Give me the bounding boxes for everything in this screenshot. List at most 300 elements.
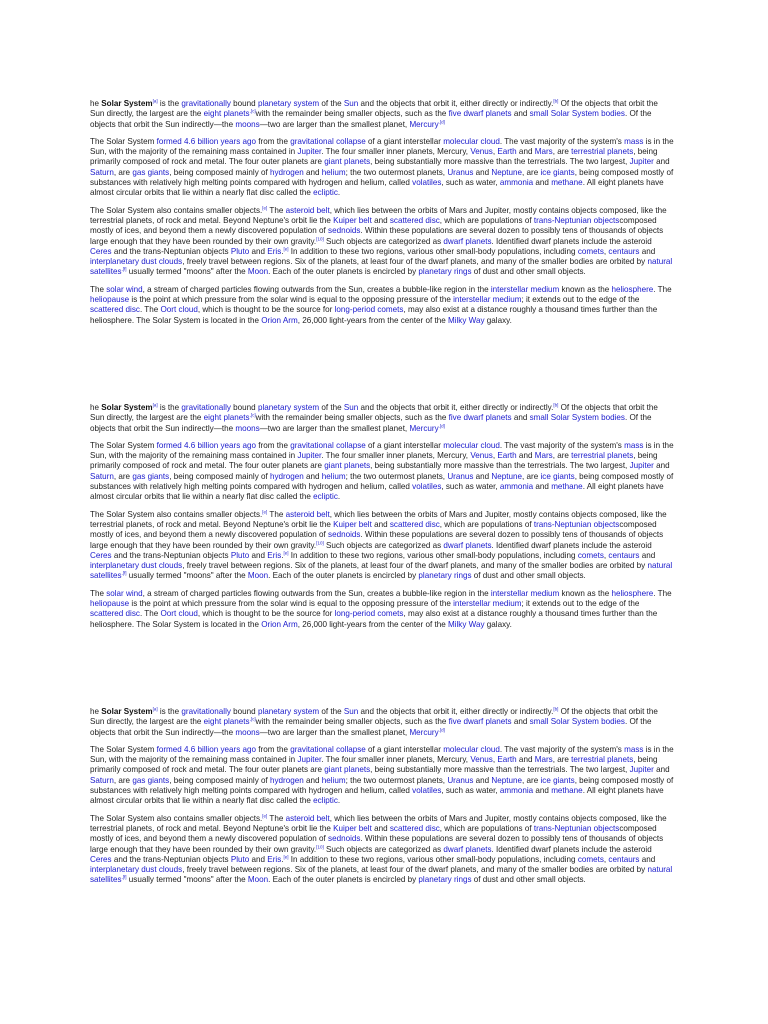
wiki-link[interactable]: Orion Arm xyxy=(261,315,298,325)
text-run: . The four smaller inner planets, Mercury, xyxy=(321,755,471,765)
wiki-link[interactable]: Kuiper belt xyxy=(333,823,372,833)
reference-link[interactable]: ,[f] xyxy=(121,570,127,576)
paragraph-formation xyxy=(90,745,674,807)
text-run: with the remainder being smaller objects, such as the xyxy=(255,413,449,423)
text-run: is the point at which pressure from the solar wind is equal to the opposing pressure of the xyxy=(129,599,454,609)
wiki-link[interactable]: Sun xyxy=(343,403,359,412)
wiki-link[interactable]: Mars xyxy=(534,147,553,157)
wiki-link[interactable]: Mercury xyxy=(409,423,439,433)
text-run: , xyxy=(603,550,609,560)
text-run: , are xyxy=(552,147,572,157)
paragraph-small-objects xyxy=(90,206,674,278)
wiki-link[interactable]: Moon xyxy=(247,875,269,885)
wiki-link[interactable]: Jupiter xyxy=(629,461,654,471)
wiki-link[interactable]: Uranus xyxy=(447,167,474,177)
wiki-link[interactable]: methane xyxy=(551,482,583,492)
wiki-link[interactable]: natural satellites xyxy=(90,865,673,885)
text-run: , are xyxy=(522,471,541,481)
article-copy-2 xyxy=(90,403,674,637)
wiki-link[interactable]: dwarf planets xyxy=(443,540,492,550)
wiki-link[interactable]: hydrogen xyxy=(270,775,304,785)
wiki-link[interactable]: trans-Neptunian objects xyxy=(533,823,620,833)
reference-link[interactable]: [10] xyxy=(316,235,324,241)
text-run: and xyxy=(639,854,656,864)
wiki-link[interactable]: molecular cloud xyxy=(443,744,500,754)
article-copy-3 xyxy=(90,707,674,893)
wiki-link[interactable]: planetary rings xyxy=(418,267,472,277)
wiki-link[interactable]: mass xyxy=(624,136,644,146)
text-run: of dust and other small objects. xyxy=(471,875,586,885)
text-run: , being substantially more massive than the terrestrials. The two largest, xyxy=(370,157,630,167)
text-run: The Solar System xyxy=(90,136,157,146)
wiki-link[interactable]: Milky Way xyxy=(447,619,485,629)
wiki-link[interactable]: Oort cloud xyxy=(160,305,198,315)
bold-term: Solar System xyxy=(101,99,153,108)
text-run: is in the Sun, with the majority of the remaining mass contained in xyxy=(90,440,674,461)
text-run: . Within these populations are several dozen to possibly tens of thousands of objects large enough that they have been rounded by their own gravity. xyxy=(90,530,664,550)
wiki-link[interactable]: dwarf planets xyxy=(443,844,492,854)
wiki-link[interactable]: heliosphere xyxy=(611,284,654,294)
wiki-link[interactable]: moons xyxy=(235,119,260,129)
text-run: and xyxy=(653,461,670,471)
wiki-link[interactable]: gravitational collapse xyxy=(290,744,366,754)
wiki-link[interactable]: asteroid belt xyxy=(285,509,330,519)
text-run: The xyxy=(90,588,107,598)
wiki-link[interactable]: interstellar medium xyxy=(490,588,560,598)
reference-link[interactable]: [b] xyxy=(553,402,559,408)
text-run: and xyxy=(371,519,390,529)
text-run: and xyxy=(473,775,492,785)
wiki-link[interactable]: Eris xyxy=(267,854,282,864)
text-run: and the objects that orbit it, either directly or indirectly. xyxy=(358,403,554,412)
text-run: , being composed mainly of xyxy=(169,167,270,177)
reference-link[interactable]: ,[f] xyxy=(121,266,127,272)
wiki-link[interactable]: long-period comets xyxy=(334,305,404,315)
text-run: . The four smaller inner planets, Mercury, xyxy=(321,147,471,157)
wiki-link[interactable]: ecliptic xyxy=(313,492,338,502)
wiki-link[interactable]: comets xyxy=(577,854,604,864)
text-run: . Of the objects that orbit the Sun indirectly—the xyxy=(90,109,652,129)
text-run: , which are populations of xyxy=(439,215,534,225)
wiki-link[interactable]: scattered disc xyxy=(389,215,440,225)
wiki-link[interactable]: Ceres xyxy=(90,246,112,256)
wiki-link[interactable]: formed 4.6 billion years ago xyxy=(156,744,257,754)
wiki-link[interactable]: Mars xyxy=(534,451,553,461)
text-run: Of the objects that orbit the Sun directly, the largest are the xyxy=(90,99,658,119)
text-run: and the trans-Neptunian objects xyxy=(111,550,231,560)
wiki-link[interactable]: interplanetary dust clouds xyxy=(90,257,183,267)
wiki-link[interactable]: helium xyxy=(321,471,346,481)
wiki-link[interactable]: Jupiter xyxy=(297,147,322,157)
reference-link[interactable]: [10] xyxy=(316,539,324,545)
wiki-link[interactable]: centaurs xyxy=(608,550,640,560)
reference-link[interactable]: .[d] xyxy=(438,118,445,124)
wiki-link[interactable]: helium xyxy=(321,775,346,785)
text-run: . Identified dwarf planets include the asteroid xyxy=(491,540,652,550)
text-run: , freely travel between regions. Six of the planets, at least four of the dwarf planets, and many of the smaller bodies are orbited by xyxy=(182,865,648,875)
text-run: and xyxy=(249,854,268,864)
wiki-link[interactable]: giant planets xyxy=(324,765,371,775)
text-run: ; the two outermost planets, xyxy=(345,775,448,785)
text-run: Of the objects that orbit the Sun directly, the largest are the xyxy=(90,707,658,727)
reference-link[interactable]: [e] xyxy=(283,246,289,252)
wiki-link[interactable]: Saturn xyxy=(90,471,114,481)
wiki-link[interactable]: formed 4.6 billion years ago xyxy=(156,440,257,450)
wiki-link[interactable]: Orion Arm xyxy=(261,619,298,629)
text-run: and xyxy=(639,246,656,256)
paragraph-heliosphere xyxy=(90,285,674,326)
text-run: The xyxy=(267,509,286,519)
text-run: , which are populations of xyxy=(439,823,534,833)
text-run: , which lies between the orbits of Mars and Jupiter, mostly contains objects composed, like the terrestrial planets, of rock and metal. Beyond Neptune's orbit lie the xyxy=(90,813,667,833)
wiki-link[interactable]: Jupiter xyxy=(297,755,322,765)
text-run: and xyxy=(303,775,322,785)
wiki-link[interactable]: sednoids xyxy=(328,226,361,236)
wiki-link[interactable]: interstellar medium xyxy=(453,295,522,305)
wiki-link[interactable]: comets xyxy=(577,246,604,256)
wiki-link[interactable]: interstellar medium xyxy=(490,284,560,294)
reference-link[interactable]: [a] xyxy=(152,98,158,104)
wiki-link[interactable]: interplanetary dust clouds xyxy=(90,865,183,875)
wiki-link[interactable]: ice giants xyxy=(540,167,575,177)
wiki-link[interactable]: helium xyxy=(321,167,346,177)
text-run: is the xyxy=(157,99,182,108)
text-run: and xyxy=(653,765,670,775)
wiki-link[interactable]: Moon xyxy=(247,267,269,277)
reference-link[interactable]: ,[f] xyxy=(121,874,127,880)
text-run: and xyxy=(511,413,530,423)
wiki-link[interactable]: trans-Neptunian objects xyxy=(533,519,620,529)
text-run: , freely travel between regions. Six of the planets, at least four of the dwarf planets, and many of the smaller bodies are orbited by xyxy=(182,257,648,267)
wiki-link[interactable]: planetary system xyxy=(257,99,320,108)
wiki-link[interactable]: Jupiter xyxy=(297,451,322,461)
wiki-link[interactable]: Venus xyxy=(470,755,493,765)
text-run: and xyxy=(653,157,670,167)
wiki-link[interactable]: ammonia xyxy=(499,482,534,492)
reference-link[interactable]: ,[c] xyxy=(249,108,256,114)
wiki-link[interactable]: volatiles xyxy=(412,178,442,188)
text-run: bound xyxy=(230,403,258,412)
wiki-link[interactable]: ecliptic xyxy=(313,796,338,806)
text-run: , xyxy=(492,147,498,157)
wiki-link[interactable]: terrestrial planets xyxy=(571,755,634,765)
text-run: composed mostly of ices, and beyond them a newly discovered population of xyxy=(90,519,657,540)
reference-link[interactable]: [b] xyxy=(553,706,559,712)
wiki-link[interactable]: gas giants xyxy=(132,167,170,177)
text-run: of the xyxy=(319,99,344,108)
wiki-link[interactable]: Earth xyxy=(497,147,517,157)
text-run: , 26,000 light-years from the center of the xyxy=(297,315,448,325)
text-run: The xyxy=(90,284,107,294)
text-run: galaxy. xyxy=(484,619,512,629)
paragraph-intro xyxy=(90,99,674,130)
wiki-link[interactable]: Jupiter xyxy=(629,765,654,775)
text-run: , which lies between the orbits of Mars and Jupiter, mostly contains objects composed, like the terrestrial planets, of rock and metal. Beyond Neptune's orbit lie the xyxy=(90,205,667,225)
wiki-link[interactable]: long-period comets xyxy=(334,609,404,619)
wiki-link[interactable]: asteroid belt xyxy=(285,813,330,823)
reference-link[interactable]: [b] xyxy=(553,98,559,104)
wiki-link[interactable]: interstellar medium xyxy=(453,599,522,609)
text-run: . The vast majority of the system's xyxy=(499,136,625,146)
text-run: , may also exist at a distance roughly a thousand times further than the heliosphere. The Solar System is located in the xyxy=(90,609,658,629)
wiki-link[interactable]: sednoids xyxy=(328,530,361,540)
wiki-link[interactable]: Uranus xyxy=(447,775,474,785)
wiki-link[interactable]: small Solar System bodies xyxy=(529,413,625,423)
text-run: The xyxy=(267,813,286,823)
wiki-link[interactable]: Mercury xyxy=(409,727,439,737)
wiki-link[interactable]: moons xyxy=(235,727,260,737)
reference-link[interactable]: [e] xyxy=(283,854,289,860)
reference-link[interactable]: [e] xyxy=(262,508,268,514)
wiki-link[interactable]: gravitationally xyxy=(181,707,231,716)
text-run: and xyxy=(371,823,390,833)
wiki-link[interactable]: Earth xyxy=(497,451,517,461)
wiki-link[interactable]: Saturn xyxy=(90,775,114,785)
paragraph-small-objects xyxy=(90,510,674,582)
text-run: , are xyxy=(113,471,133,481)
text-run: . xyxy=(281,854,284,864)
wiki-link[interactable]: sednoids xyxy=(328,834,361,844)
wiki-link[interactable]: natural satellites xyxy=(90,257,673,277)
text-run: and xyxy=(511,109,530,119)
wiki-link[interactable]: Ceres xyxy=(90,854,112,864)
bold-term: Solar System xyxy=(101,707,153,716)
wiki-link[interactable]: trans-Neptunian objects xyxy=(533,215,620,225)
wiki-link[interactable]: Moon xyxy=(247,571,269,581)
reference-link[interactable]: [10] xyxy=(316,843,324,849)
wiki-link[interactable]: hydrogen xyxy=(270,471,304,481)
wiki-link[interactable]: Neptune xyxy=(491,775,523,785)
text-run: , 26,000 light-years from the center of the xyxy=(297,619,448,629)
wiki-link[interactable]: gravitational collapse xyxy=(290,136,366,146)
wiki-link[interactable]: ammonia xyxy=(499,786,534,796)
text-run: composed mostly of ices, and beyond them a newly discovered population of xyxy=(90,215,657,236)
text-run: , are xyxy=(552,755,572,765)
wiki-link[interactable]: planetary system xyxy=(257,707,320,716)
wiki-link[interactable]: eight planets xyxy=(203,413,250,423)
wiki-link[interactable]: scattered disc xyxy=(90,609,140,619)
text-run: and xyxy=(516,755,535,765)
wiki-link[interactable]: scattered disc xyxy=(90,305,140,315)
reference-link[interactable]: [a] xyxy=(152,706,158,712)
wiki-link[interactable]: Neptune xyxy=(491,471,523,481)
wiki-link[interactable]: eight planets xyxy=(203,109,250,119)
wiki-link[interactable]: Ceres xyxy=(90,550,112,560)
wiki-link[interactable]: comets xyxy=(577,550,604,560)
text-run: he xyxy=(90,99,102,108)
wiki-link[interactable]: Pluto xyxy=(230,550,250,560)
wiki-link[interactable]: natural satellites xyxy=(90,561,673,581)
text-run: The Solar System xyxy=(90,440,157,450)
text-run: , being primarily composed of rock and metal. The four outer planets are xyxy=(90,147,658,167)
wiki-link[interactable]: Earth xyxy=(497,755,517,765)
wiki-link[interactable]: ecliptic xyxy=(313,188,338,198)
wiki-link[interactable]: formed 4.6 billion years ago xyxy=(156,136,257,146)
bold-term: Solar System xyxy=(101,403,153,412)
text-run: . Each of the outer planets is encircled by xyxy=(268,267,419,277)
wiki-link[interactable]: mass xyxy=(624,744,644,754)
text-run: , such as water, xyxy=(441,786,500,796)
wiki-link[interactable]: hydrogen xyxy=(270,167,304,177)
text-run: , xyxy=(603,246,609,256)
wiki-link[interactable]: Eris xyxy=(267,246,282,256)
wiki-link[interactable]: five dwarf planets xyxy=(448,717,512,727)
text-run: of dust and other small objects. xyxy=(471,267,586,277)
wiki-link[interactable]: centaurs xyxy=(608,246,640,256)
text-run: and the trans-Neptunian objects xyxy=(111,246,231,256)
text-run: , xyxy=(492,451,498,461)
reference-link[interactable]: [e] xyxy=(262,204,268,210)
wiki-link[interactable]: volatiles xyxy=(412,482,442,492)
reference-link[interactable]: [a] xyxy=(152,402,158,408)
wiki-link[interactable]: gravitationally xyxy=(181,403,231,412)
wiki-link[interactable]: solar wind xyxy=(106,284,143,294)
wiki-link[interactable]: Saturn xyxy=(90,167,114,177)
wiki-link[interactable]: heliopause xyxy=(90,295,130,305)
wiki-link[interactable]: ice giants xyxy=(540,775,575,785)
text-run: . Each of the outer planets is encircled by xyxy=(268,571,419,581)
wiki-link[interactable]: solar wind xyxy=(106,588,143,598)
wiki-link[interactable]: mass xyxy=(624,440,644,450)
text-run: of dust and other small objects. xyxy=(471,571,586,581)
wiki-link[interactable]: Oort cloud xyxy=(160,609,198,619)
text-run: . Of the objects that orbit the Sun indirectly—the xyxy=(90,413,652,433)
wiki-link[interactable]: Kuiper belt xyxy=(333,215,372,225)
text-run: . Identified dwarf planets include the asteroid xyxy=(491,844,652,854)
reference-link[interactable]: [e] xyxy=(283,550,289,556)
wiki-link[interactable]: Venus xyxy=(470,451,493,461)
text-run: from the xyxy=(256,744,291,754)
wiki-link[interactable]: gas giants xyxy=(132,775,170,785)
wiki-link[interactable]: Sun xyxy=(343,99,359,108)
text-run: . xyxy=(337,796,341,806)
text-run: , xyxy=(603,854,609,864)
text-run: ; the two outermost planets, xyxy=(345,471,448,481)
reference-link[interactable]: .[d] xyxy=(438,422,445,428)
wiki-link[interactable]: molecular cloud xyxy=(443,440,500,450)
wiki-link[interactable]: Jupiter xyxy=(629,157,654,167)
wiki-link[interactable]: Mercury xyxy=(409,119,439,129)
reference-link[interactable]: [e] xyxy=(262,812,268,818)
text-run: , may also exist at a distance roughly a thousand times further than the heliosphere. The Solar System is located in the xyxy=(90,305,658,325)
text-run: and xyxy=(516,147,535,157)
text-run: . Of the objects that orbit the Sun indirectly—the xyxy=(90,717,652,737)
text-run: , a stream of charged particles flowing outwards from the Sun, creates a bubble-like region in the xyxy=(142,588,491,598)
reference-link[interactable]: ,[c] xyxy=(249,716,256,722)
text-run: usually termed "moons" after the xyxy=(126,875,248,885)
text-run: The xyxy=(267,205,286,215)
wiki-link[interactable]: moons xyxy=(235,423,260,433)
text-run: ; the two outermost planets, xyxy=(345,167,448,177)
paragraph-small-objects xyxy=(90,814,674,886)
wiki-link[interactable]: ammonia xyxy=(499,178,534,188)
text-run: . All eight planets have almost circular orbits that lie within a nearly flat disc called the xyxy=(90,178,664,198)
text-run: , being composed mostly of substances with relatively high melting points compared with hydrogen and helium, called xyxy=(90,167,674,188)
wiki-link[interactable]: asteroid belt xyxy=(285,205,330,215)
wiki-link[interactable]: terrestrial planets xyxy=(571,147,634,157)
wiki-link[interactable]: planetary system xyxy=(257,403,320,412)
paragraph-intro xyxy=(90,403,674,434)
wiki-link[interactable]: gravitationally xyxy=(181,99,231,108)
text-run: from the xyxy=(256,136,291,146)
text-run: usually termed "moons" after the xyxy=(126,571,248,581)
text-run: , being composed mainly of xyxy=(169,775,270,785)
wiki-link[interactable]: planetary rings xyxy=(418,571,472,581)
wiki-link[interactable]: scattered disc xyxy=(389,519,440,529)
wiki-link[interactable]: Pluto xyxy=(230,246,250,256)
wiki-link[interactable]: scattered disc xyxy=(389,823,440,833)
wiki-link[interactable]: planetary rings xyxy=(418,875,472,885)
wiki-link[interactable]: heliosphere xyxy=(611,588,654,598)
wiki-link[interactable]: five dwarf planets xyxy=(448,109,512,119)
text-run: , which lies between the orbits of Mars and Jupiter, mostly contains objects composed, like the terrestrial planets, of rock and metal. Beyond Neptune's orbit lie the xyxy=(90,509,667,529)
wiki-link[interactable]: five dwarf planets xyxy=(448,413,512,423)
wiki-link[interactable]: Venus xyxy=(470,147,493,157)
wiki-link[interactable]: Sun xyxy=(343,707,359,716)
text-run: Such objects are categorized as xyxy=(323,236,444,246)
wiki-link[interactable]: terrestrial planets xyxy=(571,451,634,461)
wiki-link[interactable]: methane xyxy=(551,786,583,796)
wiki-link[interactable]: volatiles xyxy=(412,786,442,796)
wiki-link[interactable]: Uranus xyxy=(447,471,474,481)
wiki-link[interactable]: dwarf planets xyxy=(443,236,492,246)
wiki-link[interactable]: Milky Way xyxy=(447,315,485,325)
wiki-link[interactable]: ice giants xyxy=(540,471,575,481)
text-run: ; it extends out to the edge of the xyxy=(521,295,640,305)
text-run: , being substantially more massive than the terrestrials. The two largest, xyxy=(370,765,630,775)
wiki-link[interactable]: Mars xyxy=(534,755,553,765)
reference-link[interactable]: .[d] xyxy=(438,726,445,732)
wiki-link[interactable]: Pluto xyxy=(230,854,250,864)
wiki-link[interactable]: gas giants xyxy=(132,471,170,481)
reference-link[interactable]: ,[c] xyxy=(249,412,256,418)
wiki-link[interactable]: eight planets xyxy=(203,717,250,727)
wiki-link[interactable]: heliopause xyxy=(90,599,130,609)
text-run: . The xyxy=(653,284,672,294)
wiki-link[interactable]: small Solar System bodies xyxy=(529,109,625,119)
text-run: and xyxy=(473,471,492,481)
text-run: and xyxy=(371,215,390,225)
text-run: from the xyxy=(256,440,291,450)
text-run: . xyxy=(281,246,284,256)
text-run: , which is thought to be the source for xyxy=(197,609,335,619)
text-run: . All eight planets have almost circular orbits that lie within a nearly flat disc called the xyxy=(90,482,664,502)
wiki-link[interactable]: Eris xyxy=(267,550,282,560)
text-run: , are xyxy=(113,167,133,177)
text-run: bound xyxy=(230,99,258,108)
text-run: and xyxy=(533,482,552,492)
wiki-link[interactable]: interplanetary dust clouds xyxy=(90,561,183,571)
text-run: , such as water, xyxy=(441,178,500,188)
text-run: of the xyxy=(319,707,344,716)
text-run: . Identified dwarf planets include the asteroid xyxy=(491,236,652,246)
text-run: . The four smaller inner planets, Mercury, xyxy=(321,451,471,461)
wiki-link[interactable]: small Solar System bodies xyxy=(529,717,625,727)
wiki-link[interactable]: gravitational collapse xyxy=(290,440,366,450)
wiki-link[interactable]: giant planets xyxy=(324,461,371,471)
wiki-link[interactable]: Neptune xyxy=(491,167,523,177)
text-run: and xyxy=(303,471,322,481)
wiki-link[interactable]: centaurs xyxy=(608,854,640,864)
text-run: and xyxy=(249,246,268,256)
article-copy-1 xyxy=(90,99,674,333)
wiki-link[interactable]: giant planets xyxy=(324,157,371,167)
wiki-link[interactable]: methane xyxy=(551,178,583,188)
text-run: . Each of the outer planets is encircled by xyxy=(268,875,419,885)
text-run: is in the Sun, with the majority of the remaining mass contained in xyxy=(90,136,674,157)
wiki-link[interactable]: Kuiper belt xyxy=(333,519,372,529)
wiki-link[interactable]: molecular cloud xyxy=(443,136,500,146)
